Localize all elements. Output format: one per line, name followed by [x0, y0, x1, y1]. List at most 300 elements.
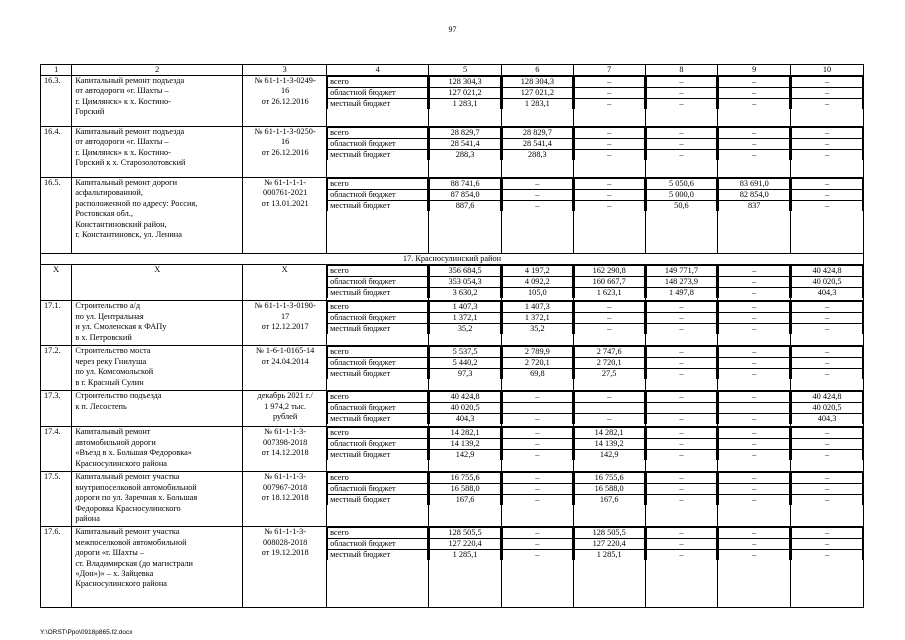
amount-value: –	[646, 358, 717, 369]
value-cell-c9	[718, 301, 791, 346]
amount-value: –	[646, 484, 717, 495]
budget-source-label: местный бюджет	[328, 288, 428, 299]
amount-value: –	[574, 128, 644, 139]
budget-source-label: всего	[328, 302, 428, 313]
amount-value: –	[792, 358, 863, 369]
amount-value: 1 285,1	[430, 550, 501, 561]
amount-value: –	[502, 484, 572, 495]
amount-value: 142,9	[430, 450, 501, 461]
value-cell-c5	[429, 472, 502, 527]
budget-source-cell	[327, 472, 429, 527]
header-cell: 3	[243, 65, 327, 76]
amount-value: –	[792, 439, 863, 450]
budget-source-label: областной бюджет	[328, 403, 428, 414]
amount-value: –	[792, 450, 863, 461]
amount-value: 97,3	[430, 369, 501, 380]
value-cell-c7	[573, 301, 645, 346]
table-row	[41, 76, 864, 127]
amount-value: –	[646, 369, 717, 380]
amount-value: –	[574, 313, 644, 324]
amount-value: 40 020,5	[792, 277, 863, 288]
amount-value: –	[719, 324, 790, 335]
amount-value: 88 741,6	[430, 179, 501, 190]
amount-value: –	[719, 99, 790, 110]
header-cell: 9	[718, 65, 791, 76]
object-name: Капитальный ремонт подъезда от автодороги «г. Шахты – г. Цимлянск» к х. Костино- Горский к х. Старозолотовский	[72, 127, 243, 178]
row-number: 17.5.	[41, 472, 72, 527]
amount-value: –	[719, 439, 790, 450]
table-row	[41, 127, 864, 178]
amount-value: –	[574, 302, 644, 313]
amount-value: 404,3	[430, 414, 501, 425]
amount-value: –	[502, 473, 572, 484]
table-row	[41, 265, 864, 301]
header-cell: 10	[791, 65, 864, 76]
value-cell-c9	[718, 127, 791, 178]
amount-value: –	[646, 539, 717, 550]
budget-source-label: областной бюджет	[328, 484, 428, 495]
amount-value: –	[502, 450, 572, 461]
amount-value: 14 139,2	[430, 439, 501, 450]
budget-source-label: всего	[328, 392, 428, 403]
amount-value: –	[792, 313, 863, 324]
budget-source-label: всего	[328, 528, 428, 539]
amount-value: 404,3	[792, 288, 863, 299]
document-ref: № 61-1-1-3-0250- 16 от 26.12.2016	[243, 127, 327, 178]
value-cell-c5	[429, 346, 502, 391]
amount-value: 148 273,9	[646, 277, 717, 288]
value-cell-c10	[791, 472, 864, 527]
amount-value: –	[719, 128, 790, 139]
amount-value: –	[502, 528, 572, 539]
value-cell-c8	[645, 178, 718, 254]
amount-value: 128 505,5	[430, 528, 501, 539]
budget-source-label: всего	[328, 428, 428, 439]
value-cell-c10	[791, 265, 864, 301]
budget-source-label: местный бюджет	[328, 201, 428, 212]
amount-value: 5 050,6	[646, 179, 717, 190]
document-ref: № 61-1-1-1- 000761-2021 от 13.01.2021	[243, 178, 327, 254]
amount-value: 288,3	[430, 150, 501, 161]
amount-value: 69,8	[502, 369, 572, 380]
amount-value: 404,3	[792, 414, 863, 425]
amount-value: 1 285,1	[574, 550, 644, 561]
amount-value: –	[719, 392, 790, 403]
value-cell-c7	[573, 391, 645, 427]
amount-value: –	[646, 414, 717, 425]
value-cell-c8	[645, 265, 718, 301]
amount-value: 127 021,2	[502, 88, 572, 99]
amount-value: 28 829,7	[502, 128, 572, 139]
object-name: Строительство моста через реку Гнилуша по ул. Комсомольской в г. Красный Сулин	[72, 346, 243, 391]
amount-value: 16 755,6	[430, 473, 501, 484]
amount-value: –	[792, 77, 863, 88]
value-cell-c5	[429, 265, 502, 301]
amount-value: 40 424,8	[430, 392, 501, 403]
amount-value: 1 283,1	[430, 99, 501, 110]
amount-value: –	[719, 369, 790, 380]
amount-value: 167,6	[574, 495, 644, 506]
amount-value: –	[646, 392, 717, 403]
amount-value: –	[646, 99, 717, 110]
budget-source-label: местный бюджет	[328, 99, 428, 110]
budget-source-label: областной бюджет	[328, 313, 428, 324]
budget-source-cell	[327, 427, 429, 472]
budget-source-label: местный бюджет	[328, 369, 428, 380]
value-cell-c5	[429, 127, 502, 178]
amount-value: 35,2	[502, 324, 572, 335]
amount-value: –	[646, 347, 717, 358]
budget-source-label: областной бюджет	[328, 439, 428, 450]
amount-value: 4 197,2	[502, 266, 572, 277]
value-cell-c10	[791, 527, 864, 608]
table-row	[41, 427, 864, 472]
document-ref: № 61-1-1-3- 007398-2018 от 14.12.2018	[243, 427, 327, 472]
amount-value: 142,9	[574, 450, 644, 461]
header-cell: 1	[41, 65, 72, 76]
value-cell-c10	[791, 427, 864, 472]
value-cell-c9	[718, 427, 791, 472]
amount-value: –	[719, 528, 790, 539]
amount-value: –	[792, 190, 863, 201]
object-name: Капитальный ремонт участка внутрипоселковой автомобильной дороги по ул. Заречная х. Большая Федоровка Красносулинского района	[72, 472, 243, 527]
section-title: 17. Красносулинский район	[41, 254, 864, 265]
table-row	[41, 178, 864, 254]
amount-value: 2 789,9	[502, 347, 572, 358]
amount-value: 1 372,1	[502, 313, 572, 324]
amount-value: –	[792, 550, 863, 561]
value-cell-c8	[645, 472, 718, 527]
budget-source-label: местный бюджет	[328, 450, 428, 461]
value-cell-c9	[718, 76, 791, 127]
amount-value: 14 282,1	[574, 428, 644, 439]
amount-value: –	[719, 77, 790, 88]
value-cell-c6	[501, 391, 573, 427]
value-cell-c9	[718, 391, 791, 427]
amount-value: –	[719, 347, 790, 358]
value-cell-c8	[645, 301, 718, 346]
value-cell-c7	[573, 346, 645, 391]
amount-value: –	[719, 302, 790, 313]
document-ref: № 61-1-1-3-0190- 17 от 12.12.2017	[243, 301, 327, 346]
amount-value: –	[792, 347, 863, 358]
budget-source-cell	[327, 265, 429, 301]
value-cell-c10	[791, 346, 864, 391]
amount-value: –	[502, 439, 572, 450]
budget-source-cell	[327, 76, 429, 127]
amount-value: –	[646, 128, 717, 139]
document-ref: № 61-1-1-3- 007967-2018 от 18.12.2018	[243, 472, 327, 527]
budget-source-cell	[327, 527, 429, 608]
amount-value: –	[502, 190, 572, 201]
amount-value: –	[719, 266, 790, 277]
amount-value: –	[574, 392, 644, 403]
value-cell-c7	[573, 178, 645, 254]
amount-value: –	[646, 550, 717, 561]
amount-value: –	[792, 495, 863, 506]
budget-source-label: областной бюджет	[328, 190, 428, 201]
amount-value: –	[792, 324, 863, 335]
amount-value: 1 623,1	[574, 288, 644, 299]
header-row	[41, 65, 864, 76]
amount-value: –	[719, 313, 790, 324]
value-cell-c8	[645, 76, 718, 127]
amount-value: 5 537,5	[430, 347, 501, 358]
value-cell-c6	[501, 527, 573, 608]
amount-value: 1 407,3	[502, 302, 572, 313]
budget-source-cell	[327, 391, 429, 427]
row-number: 17.2.	[41, 346, 72, 391]
amount-value: –	[719, 414, 790, 425]
amount-value: 82 854,0	[719, 190, 790, 201]
amount-value: –	[574, 324, 644, 335]
value-cell-c10	[791, 178, 864, 254]
amount-value: –	[792, 473, 863, 484]
value-cell-c6	[501, 472, 573, 527]
header-cell: 8	[645, 65, 718, 76]
amount-value: 127 021,2	[430, 88, 501, 99]
document-ref: № 1-6-1-0165-14 от 24.04.2014	[243, 346, 327, 391]
budget-source-label: областной бюджет	[328, 277, 428, 288]
amount-value: 14 282,1	[430, 428, 501, 439]
value-cell-c7	[573, 76, 645, 127]
amount-value: –	[792, 428, 863, 439]
row-number: Х	[41, 265, 72, 301]
amount-value: 128 505,5	[574, 528, 644, 539]
amount-value: 149 771,7	[646, 266, 717, 277]
amount-value	[574, 403, 644, 414]
amount-value: –	[719, 428, 790, 439]
budget-source-label: местный бюджет	[328, 414, 428, 425]
amount-value: –	[646, 313, 717, 324]
amount-value: 2 720,1	[502, 358, 572, 369]
amount-value	[719, 403, 790, 414]
object-name: Капитальный ремонт автомобильной дороги «Въезд в х. Большая Федоровка» Красносулинского района	[72, 427, 243, 472]
budget-source-label: местный бюджет	[328, 150, 428, 161]
row-number: 17.4.	[41, 427, 72, 472]
amount-value: 1 283,1	[502, 99, 572, 110]
amount-value: –	[792, 88, 863, 99]
amount-value: 1 407,3	[430, 302, 501, 313]
amount-value: –	[719, 288, 790, 299]
amount-value: –	[719, 473, 790, 484]
value-cell-c10	[791, 301, 864, 346]
budget-source-label: областной бюджет	[328, 139, 428, 150]
amount-value: –	[574, 88, 644, 99]
amount-value: –	[792, 150, 863, 161]
amount-value: 1 497,8	[646, 288, 717, 299]
object-name: Капитальный ремонт участка межпоселковой автомобильной дороги «г. Шахты – ст. Владимирская (до магистрали «Дон»)» – х. Зайцевка Красносулинского района	[72, 527, 243, 608]
row-number: 16.4.	[41, 127, 72, 178]
amount-value: 14 139,2	[574, 439, 644, 450]
row-number: 17.6.	[41, 527, 72, 608]
amount-value: 40 020,5	[430, 403, 501, 414]
value-cell-c6	[501, 127, 573, 178]
budget-source-label: всего	[328, 473, 428, 484]
amount-value: 837	[719, 201, 790, 212]
amount-value: 40 020,5	[792, 403, 863, 414]
object-name: Строительство подъезда к п. Лесостепь	[72, 391, 243, 427]
amount-value: –	[792, 179, 863, 190]
value-cell-c9	[718, 527, 791, 608]
value-cell-c9	[718, 472, 791, 527]
amount-value: 353 054,3	[430, 277, 501, 288]
file-path-footer: Y:\ORST\Ppo\0918p865.f2.docx	[40, 629, 133, 636]
amount-value: 83 691,0	[719, 179, 790, 190]
header-cell: 5	[429, 65, 502, 76]
value-cell-c10	[791, 127, 864, 178]
object-name: Х	[72, 265, 243, 301]
document-ref: № 61-1-1-3- 008028-2018 от 19.12.2018	[243, 527, 327, 608]
amount-value: –	[646, 88, 717, 99]
amount-value: 3 630,2	[430, 288, 501, 299]
amount-value: 50,6	[646, 201, 717, 212]
value-cell-c6	[501, 301, 573, 346]
amount-value: –	[574, 139, 644, 150]
page-number: 97	[448, 25, 457, 34]
amount-value: 4 092,2	[502, 277, 572, 288]
amount-value: –	[646, 77, 717, 88]
value-cell-c5	[429, 527, 502, 608]
value-cell-c8	[645, 346, 718, 391]
value-cell-c9	[718, 346, 791, 391]
amount-value: 5 440,2	[430, 358, 501, 369]
amount-value: –	[646, 139, 717, 150]
object-name: Строительство а/д по ул. Центральная и ул. Смоленская к ФАПу в х. Петровский	[72, 301, 243, 346]
amount-value: 35,2	[430, 324, 501, 335]
amount-value: –	[792, 139, 863, 150]
amount-value: –	[502, 495, 572, 506]
amount-value: 16 755,6	[574, 473, 644, 484]
budget-table	[40, 64, 864, 608]
amount-value: –	[502, 179, 572, 190]
object-name: Капитальный ремонт подъезда от автодороги «г. Шахты – г. Цимлянск» к х. Костино- Горский	[72, 76, 243, 127]
table-body	[41, 65, 864, 608]
amount-value: –	[792, 484, 863, 495]
amount-value: 27,5	[574, 369, 644, 380]
amount-value: –	[719, 484, 790, 495]
amount-value: –	[792, 99, 863, 110]
amount-value: –	[792, 201, 863, 212]
amount-value: –	[719, 358, 790, 369]
value-cell-c9	[718, 178, 791, 254]
budget-source-label: местный бюджет	[328, 324, 428, 335]
value-cell-c5	[429, 178, 502, 254]
amount-value: 162 290,8	[574, 266, 644, 277]
amount-value: –	[502, 539, 572, 550]
value-cell-c7	[573, 472, 645, 527]
amount-value: –	[574, 99, 644, 110]
budget-source-label: всего	[328, 179, 428, 190]
amount-value: –	[574, 179, 644, 190]
amount-value: –	[719, 277, 790, 288]
amount-value: 28 541,4	[502, 139, 572, 150]
amount-value: –	[646, 473, 717, 484]
budget-source-label: всего	[328, 77, 428, 88]
amount-value: –	[719, 450, 790, 461]
value-cell-c8	[645, 391, 718, 427]
amount-value: –	[502, 392, 572, 403]
amount-value: –	[719, 88, 790, 99]
amount-value: 16 588,0	[574, 484, 644, 495]
amount-value	[646, 403, 717, 414]
amount-value: –	[646, 428, 717, 439]
amount-value: –	[574, 201, 644, 212]
header-cell: 4	[327, 65, 429, 76]
budget-source-label: всего	[328, 128, 428, 139]
value-cell-c8	[645, 527, 718, 608]
document-ref: № 61-1-1-3-0249- 16 от 26.12.2016	[243, 76, 327, 127]
value-cell-c7	[573, 427, 645, 472]
budget-source-cell	[327, 178, 429, 254]
value-cell-c7	[573, 127, 645, 178]
document-ref: декабрь 2021 г./ 1 974,2 тыс. рублей	[243, 391, 327, 427]
amount-value: 105,0	[502, 288, 572, 299]
value-cell-c6	[501, 178, 573, 254]
table-row	[41, 527, 864, 608]
amount-value: –	[646, 528, 717, 539]
amount-value: 87 854,0	[430, 190, 501, 201]
amount-value: 288,3	[502, 150, 572, 161]
object-name: Капитальный ремонт дороги асфальтированной, расположенной по адресу: Россия, Ростовская обл., Константиновский район, г. Константиновск, ул. Ленина	[72, 178, 243, 254]
header-cell: 7	[573, 65, 645, 76]
section-row	[41, 254, 864, 265]
amount-value: 128 304,3	[430, 77, 501, 88]
amount-value: –	[646, 324, 717, 335]
budget-source-label: областной бюджет	[328, 539, 428, 550]
amount-value: –	[502, 201, 572, 212]
amount-value: 167,6	[430, 495, 501, 506]
table-row	[41, 301, 864, 346]
value-cell-c6	[501, 76, 573, 127]
amount-value: 887,6	[430, 201, 501, 212]
amount-value: –	[719, 139, 790, 150]
row-number: 16.3.	[41, 76, 72, 127]
amount-value: –	[502, 550, 572, 561]
amount-value: 127 220,4	[574, 539, 644, 550]
amount-value	[502, 403, 572, 414]
row-number: 16.5.	[41, 178, 72, 254]
value-cell-c5	[429, 76, 502, 127]
budget-source-cell	[327, 301, 429, 346]
amount-value: –	[502, 414, 572, 425]
amount-value: 160 667,7	[574, 277, 644, 288]
value-cell-c5	[429, 301, 502, 346]
value-cell-c8	[645, 427, 718, 472]
amount-value: –	[719, 539, 790, 550]
amount-value: –	[646, 495, 717, 506]
amount-value: –	[646, 150, 717, 161]
budget-source-cell	[327, 127, 429, 178]
value-cell-c6	[501, 427, 573, 472]
amount-value: –	[792, 128, 863, 139]
amount-value: –	[502, 428, 572, 439]
amount-value: 356 684,5	[430, 266, 501, 277]
amount-value: –	[646, 439, 717, 450]
amount-value: 28 829,7	[430, 128, 501, 139]
value-cell-c9	[718, 265, 791, 301]
amount-value: 40 424,8	[792, 266, 863, 277]
value-cell-c5	[429, 391, 502, 427]
budget-source-label: областной бюджет	[328, 88, 428, 99]
amount-value: –	[574, 190, 644, 201]
amount-value: –	[574, 150, 644, 161]
value-cell-c6	[501, 265, 573, 301]
amount-value: –	[719, 495, 790, 506]
amount-value: 2 747,6	[574, 347, 644, 358]
amount-value: –	[719, 150, 790, 161]
amount-value: 16 588,0	[430, 484, 501, 495]
